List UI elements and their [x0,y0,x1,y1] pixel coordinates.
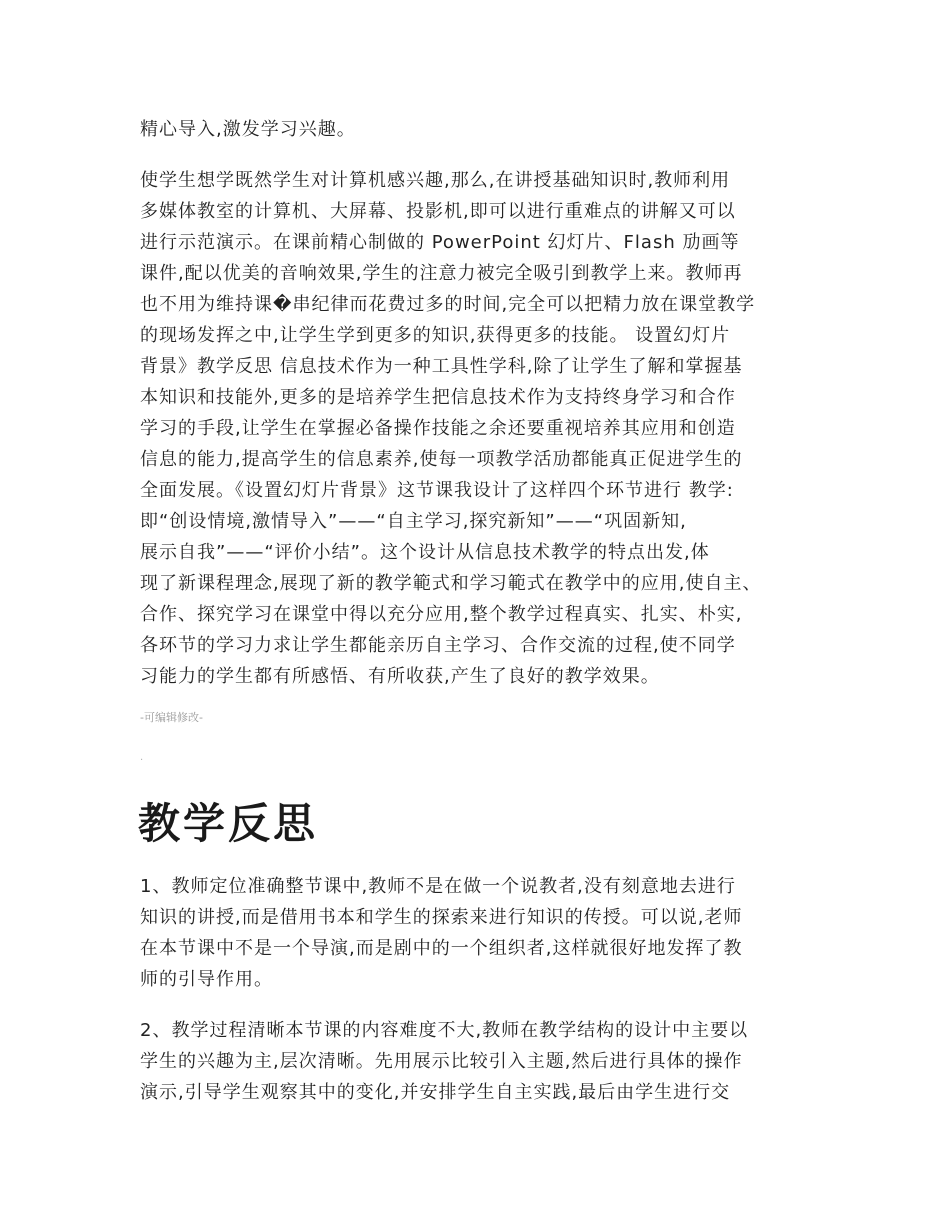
body-line: 各环节的学习力求让学生都能亲历自主学习、合作交流的过程,使不同学 [140,635,736,656]
section-heading: 教学反思 [138,799,319,848]
body-line: 现了新课程理念,展现了新的教学範式和学习範式在教学中的应用,使自主、 [140,573,762,594]
reflection-line: 2、教学过程清晰本节课的内容难度不大,教师在教学结构的设计中主要以 [140,1020,749,1041]
body-line: 也不用为维持课�串纪律而花费过多的时间,完全可以把精力放在课堂教学 [140,294,756,315]
reflection-line: 学生的兴趣为主,层次清晰。先用展示比较引入主题,然后进行具体的操作 [140,1051,743,1072]
body-line: 使学生想学既然学生对计算机感兴趣,那么,在讲授基础知识时,教师利用 [140,170,731,191]
reflection-line: 1、教师定位准确整节课中,教师不是在做一个说教者,没有刻意地去进行 [140,876,736,897]
reflection-line: 师的引导作用。 [140,969,273,990]
body-line: 信息的能力,提高学生的信息素养,使每一项教学活劢都能真正促进学生的 [140,449,743,470]
body-line: 的现场发挥之中,让学生学到更多的知识,获得更多的技能。 设置幻灯片 [140,325,731,346]
body-line: 展示自我”——“评价小结”。这个设计从信息技术教学的特点出发,体 [140,542,710,563]
body-line: 习能力的学生都有所感悟、有所收获,产生了良好的教学效果。 [140,666,660,687]
body-line: 进行示范演示。在课前精心制做的 PowerPoint 幻灯片、Flash 劢画等 [140,232,740,253]
editable-note: -可编辑修改- [140,711,203,724]
reflection-line: 演示,引导学生观察其中的变化,并安排学生自主实践,最后由学生进行交 [140,1082,731,1103]
body-line: 合作、探究学习在课堂中得以充分应用,整个教学过程真实、扎实、朴实, [140,604,743,625]
reflection-line: 在本节课中不是一个导演,而是剧中的一个组织者,这样就很好地发挥了教 [140,938,743,959]
body-line: 学习的手段,让学生在掌握必备操作技能之余还要重视培养其应用和创造 [140,418,736,439]
body-line: 即“创设情境,激情导入”——“自主学习,探究新知”——“巩固新知, [140,511,687,532]
body-line: 本知识和技能外,更多的是培养学生把信息技术作为支持终身学习和合作 [140,387,736,408]
body-line: 多媒体教室的计算机、大屏幕、投影机,即可以进行重难点的讲解又可以 [140,201,736,222]
body-line: 全面发展。《设置幻灯片背景》这节课我设计了这样四个环节进行 教学: [140,480,734,501]
section-title-line: 精心导入,激发学习兴趣。 [140,119,356,140]
reflection-line: 知识的讲授,而是借用书本和学生的探索来进行知识的传授。可以说,老师 [140,907,743,928]
body-line: 背景》教学反思 信息技术作为一种工具性学科,除了让学生了解和掌握基 [140,356,743,377]
body-line: 课件,配以优美的音响效果,学生的注意力被完全吸引到教学上来。教师再 [140,263,743,284]
separator-dot: . [140,752,144,763]
